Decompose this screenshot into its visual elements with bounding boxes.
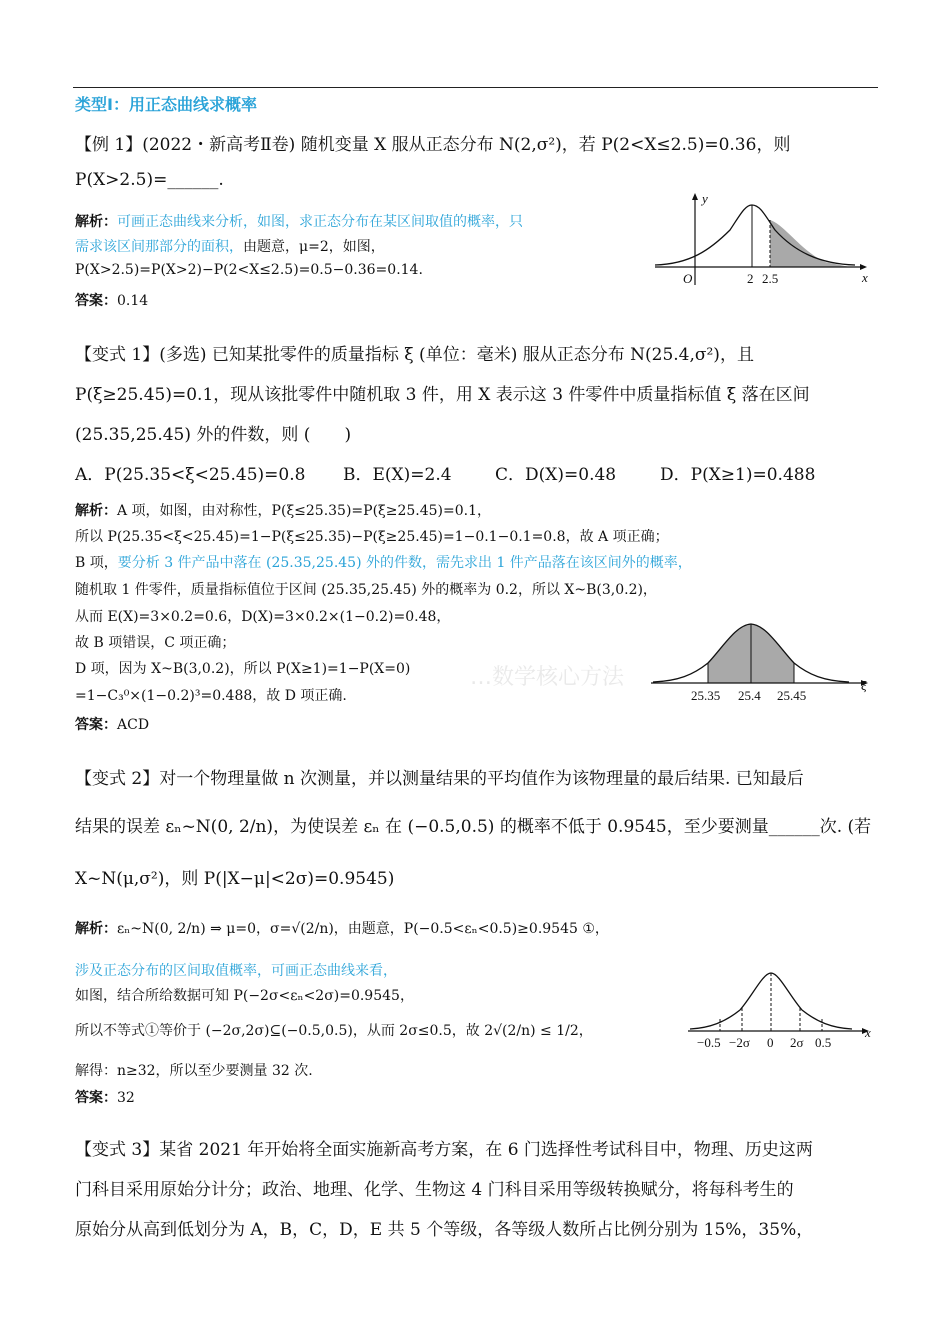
ex1-solution-text2: 由题意，μ=2，如图， (243, 239, 385, 255)
ex1-question-line1: 【例 1】(2022・新高考Ⅱ卷) 随机变量 X 服从正态分布 N(2,σ²)，若 P(2<X≤2.5)=0.36，则 (75, 135, 791, 155)
ex1-solution-line2 (75, 236, 385, 256)
v2-axis-x-label: x (865, 1025, 871, 1040)
solution-label: 解析： (75, 214, 117, 230)
v2-normal-curve-figure (685, 965, 880, 1055)
section-title: 类型Ⅰ：用正态曲线求概率 (75, 95, 257, 114)
v2-solution-line5: 解得：n≥32，所以至少要测量 32 次. (75, 1063, 313, 1079)
v2-question-line1: 【变式 2】对一个物理量做 n 次测量，并以测量结果的平均值作为该物理量的最后结果. 已知最后 (75, 769, 804, 789)
watermark: …数学核心方法 (470, 665, 625, 690)
ex1-tick-2: 2 (747, 271, 754, 286)
v2-solution-line3: 如图，结合所给数据可知 P(−2σ<εₙ<2σ)=0.9545， (75, 988, 414, 1004)
ex1-answer (75, 290, 148, 310)
v2-question-line2: 结果的误差 εₙ~N(0, 2/n)，为使误差 εₙ 在 (−0.5,0.5) 的概率不低于 0.9545，至少要测量______次. (若 (75, 817, 872, 837)
v1-solution-line2: 所以 P(25.35<ξ<25.45)=1−P(ξ≤25.35)−P(ξ≥25.45)=1−0.1−0.1=0.8，故 A 项正确； (75, 529, 669, 545)
v1-solution-line5: 从而 E(X)=3×0.2=0.6，D(X)=3×0.2×(1−0.2)=0.48， (75, 609, 451, 625)
ex1-shaded-region (770, 220, 850, 267)
v1-hint-blue: 要分析 3 件产品中落在 (25.35,25.45) 外的件数，需先求出 1 件产品落在该区间外的概率， (117, 555, 692, 571)
v1-solution-line1 (75, 500, 491, 520)
v1-question-line3: (25.35,25.45) 外的件数，则 ( ) (75, 425, 352, 445)
v2-tick-2sigma: 2σ (790, 1035, 804, 1050)
v1-answer (75, 714, 149, 734)
top-rule (73, 87, 878, 88)
ex1-axis-y-label: y (702, 191, 708, 206)
ex1-bell-curve (655, 205, 855, 265)
ex1-y-arrow-icon (692, 193, 698, 200)
ex1-normal-curve-figure (650, 190, 875, 290)
v1-solution-line7: D 项，因为 X~B(3,0.2)，所以 P(X≥1)=1−P(X=0) (75, 661, 411, 677)
solution-label: 解析： (75, 921, 117, 937)
v1-option-c: C．D(X)=0.48 (495, 465, 617, 485)
v1-solution-line6: 故 B 项错误，C 项正确； (75, 635, 236, 651)
v2-solution-line1 (75, 918, 609, 938)
v1-tick-25p45: 25.45 (777, 688, 807, 703)
v1-question-line1: 【变式 1】(多选) 已知某批零件的质量指标 ξ (单位：毫米) 服从正态分布 N(25.4,σ²)，且 (75, 345, 754, 365)
v1-solution-line4: 随机取 1 件零件，质量指标值位于区间 (25.35,25.45) 外的概率为 0.2，所以 X~B(3,0.2)， (75, 582, 657, 598)
ex1-axis-x-label: x (862, 270, 868, 285)
v1-solution-line3 (75, 552, 692, 572)
v2-tick-neg0p5: −0.5 (697, 1035, 721, 1050)
v1-option-a: A．P(25.35<ξ<25.45)=0.8 (75, 465, 306, 485)
v1-answer-value: ACD (117, 717, 150, 733)
ex1-hint-blue1: 可画正态曲线来分析，如图，求正态分布在某区间取值的概率，只 (117, 214, 523, 230)
v2-hint-blue: 涉及正态分布的区间取值概率，可画正态曲线来看， (75, 963, 397, 979)
answer-label: 答案： (75, 717, 117, 733)
ex1-solution-line3: P(X>2.5)=P(X>2)−P(2<X≤2.5)=0.5−0.36=0.14. (75, 262, 423, 278)
v3-question-line3: 原始分从高到低划分为 A，B，C，D，E 共 5 个等级，各等级人数所占比例分别为 15%，35%， (75, 1220, 814, 1240)
ex1-answer-value: 0.14 (117, 293, 149, 309)
v1-axis-xi-label: ξ (861, 678, 867, 693)
v2-answer (75, 1087, 135, 1107)
v2-tick-neg2sigma: −2σ (729, 1035, 750, 1050)
answer-label: 答案： (75, 1090, 117, 1106)
v1-solution-line8: =1−C₃⁰×(1−0.2)³=0.488，故 D 项正确. (75, 688, 347, 704)
solution-label: 解析： (75, 503, 117, 519)
v3-question-line2: 门科目采用原始分计分；政治、地理、化学、生物这 4 门科目采用等级转换赋分，将每科考生的 (75, 1180, 794, 1200)
v1-question-line2: P(ξ≥25.45)=0.1，现从该批零件中随机取 3 件，用 X 表示这 3 件零件中质量指标值 ξ 落在区间 (75, 385, 810, 405)
v1-tick-25p4: 25.4 (738, 688, 761, 703)
ex1-tick-2p5: 2.5 (762, 271, 779, 286)
v2-tick-zero: 0 (767, 1035, 774, 1050)
v2-question-line3: X~N(μ,σ²)，则 P(|X−μ|<2σ)=0.9545) (75, 869, 395, 889)
v2-tick-0p5: 0.5 (815, 1035, 832, 1050)
v2-solution-line4: 所以不等式①等价于 (−2σ,2σ)⊆(−0.5,0.5)，从而 2σ≤0.5，故 2√(2/n) ≤ 1/2， (75, 1023, 593, 1039)
ex1-solution-line1 (75, 211, 523, 231)
ex1-question-line2: P(X>2.5)=______. (75, 170, 224, 190)
v1-solution-text1: A 项，如图，由对称性，P(ξ≤25.35)=P(ξ≥25.45)=0.1， (117, 503, 492, 519)
v1-solution-b-prefix: B 项， (75, 555, 118, 571)
v1-tick-25p35: 25.35 (691, 688, 721, 703)
v1-option-d: D．P(X≥1)=0.488 (660, 465, 816, 485)
ex1-origin-label: O (683, 271, 693, 286)
v1-option-b: B．E(X)=2.4 (343, 465, 452, 485)
v1-normal-curve-figure (648, 615, 878, 710)
v2-answer-value: 32 (117, 1090, 135, 1106)
v3-question-line1: 【变式 3】某省 2021 年开始将全面实施新高考方案，在 6 门选择性考试科目中，物理、历史这两 (75, 1140, 813, 1160)
v2-solution-text1: εₙ~N(0, 2/n) ⇒ μ=0，σ=√(2/n)，由题意，P(−0.5<εₙ<0.5)≥0.9545 ①， (117, 921, 609, 937)
ex1-hint-blue2: 需求该区间那部分的面积， (75, 239, 243, 255)
answer-label: 答案： (75, 293, 117, 309)
